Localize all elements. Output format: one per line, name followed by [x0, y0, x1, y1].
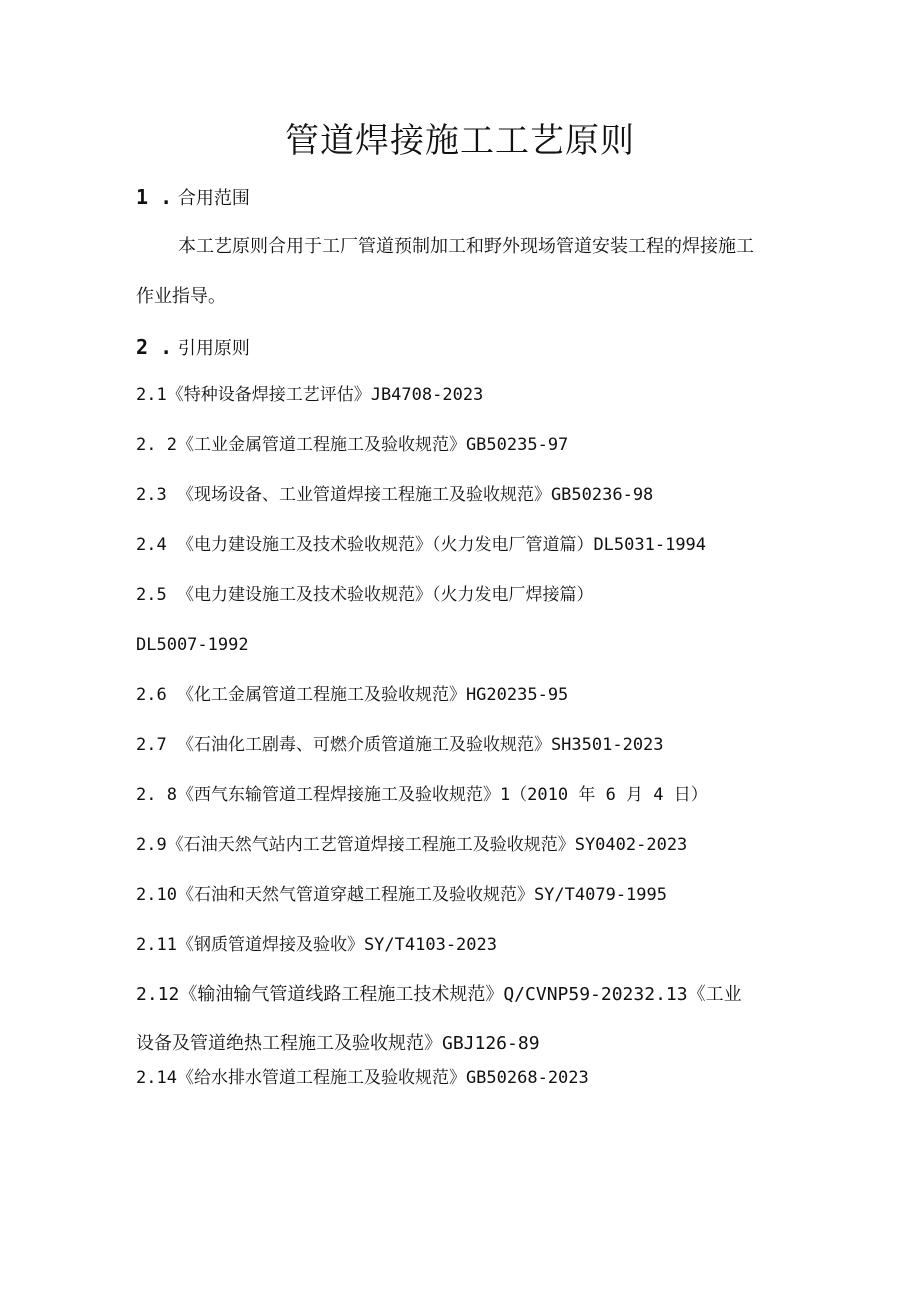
section-2-number: 2 .	[136, 335, 173, 359]
reference-item: 2. 8《西气东输管道工程焊接施工及验收规范》1（2010 年 6 月 4 日）	[136, 785, 708, 805]
reference-item: 2.10《石油和天然气管道穿越工程施工及验收规范》SY/T4079-1995	[136, 885, 667, 905]
document-title: 管道焊接施工工艺原则	[285, 121, 635, 161]
section-2-heading	[136, 335, 250, 361]
reference-item: 2.11《钢质管道焊接及验收》SY/T4103-2023	[136, 935, 497, 955]
reference-item-continuation: DL5007-1992	[136, 635, 249, 655]
section-1-number: 1 .	[136, 185, 173, 209]
reference-item: 2.14《给水排水管道工程施工及验收规范》GB50268-2023	[136, 1068, 589, 1088]
reference-item: 2.4 《电力建设施工及技术验收规范》（火力发电厂管道篇）DL5031-1994	[136, 535, 707, 555]
reference-item: 2.12《输油输气管道线路工程施工技术规范》Q/CVNP59-20232.13《工业	[136, 984, 742, 1005]
reference-item: 2.3 《现场设备、工业管道焊接工程施工及验收规范》GB50236-98	[136, 485, 654, 505]
section-1-paragraph-line-1: 本工艺原则合用于工厂管道预制加工和野外现场管道安装工程的焊接施工	[178, 236, 754, 257]
reference-item-continuation: 设备及管道绝热工程施工及验收规范》GBJ126-89	[136, 1033, 540, 1054]
section-2-title: 引用原则	[177, 338, 250, 359]
reference-item: 2.5 《电力建设施工及技术验收规范》（火力发电厂焊接篇）	[136, 585, 594, 605]
reference-item: 2.9《石油天然气站内工艺管道焊接工程施工及验收规范》SY0402-2023	[136, 835, 688, 855]
reference-item: 2.6 《化工金属管道工程施工及验收规范》HG20235-95	[136, 685, 569, 705]
reference-item: 2. 2《工业金属管道工程施工及验收规范》GB50235-97	[136, 435, 569, 455]
section-1-paragraph-line-2: 作业指导。	[136, 286, 226, 307]
reference-item: 2.7 《石油化工剧毒、可燃介质管道施工及验收规范》SH3501-2023	[136, 735, 664, 755]
reference-item: 2.1《特种设备焊接工艺评估》JB4708-2023	[136, 385, 484, 405]
section-1-heading	[136, 185, 250, 211]
section-1-title: 合用范围	[177, 188, 250, 209]
